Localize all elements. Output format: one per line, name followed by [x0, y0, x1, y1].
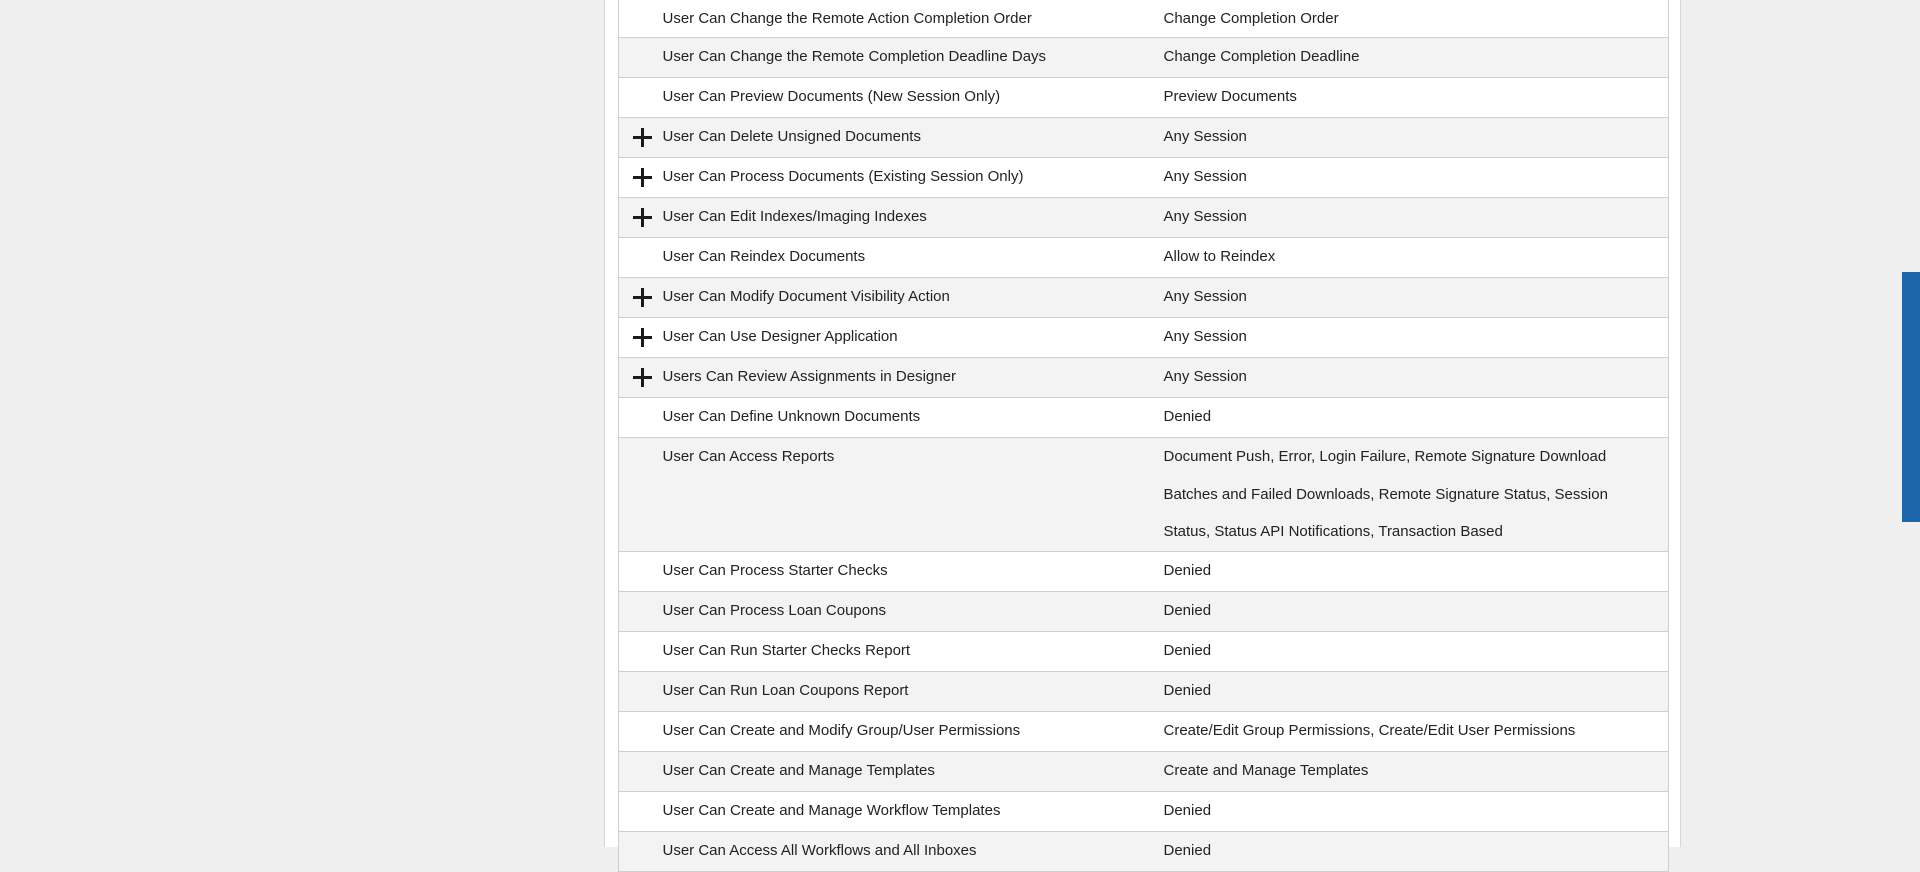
permission-value: Create/Edit Group Permissions, Create/Edit User Permissions — [1164, 712, 1669, 752]
expand-cell — [619, 792, 663, 832]
permission-name: User Can Access All Workflows and All Inboxes — [663, 832, 1164, 872]
permission-name: User Can Create and Manage Templates — [663, 752, 1164, 792]
permission-name: User Can Use Designer Application — [663, 318, 1164, 358]
scrollbar-thumb[interactable] — [1902, 272, 1920, 522]
permission-row — [619, 78, 1669, 118]
permission-row — [619, 238, 1669, 278]
permission-name: User Can Preview Documents (New Session Only) — [663, 78, 1164, 118]
permission-row — [619, 438, 1669, 552]
permission-name: User Can Modify Document Visibility Action — [663, 278, 1164, 318]
permission-row — [619, 552, 1669, 592]
plus-icon[interactable] — [631, 126, 653, 148]
plus-icon[interactable] — [631, 326, 653, 348]
permission-value: Denied — [1164, 398, 1669, 438]
permission-value: Any Session — [1164, 158, 1669, 198]
expand-cell — [619, 118, 663, 158]
expand-cell — [619, 78, 663, 118]
permission-name: User Can Change the Remote Completion Deadline Days — [663, 38, 1164, 78]
permission-value: Denied — [1164, 792, 1669, 832]
permission-row — [619, 318, 1669, 358]
permission-value: Denied — [1164, 832, 1669, 872]
permission-name: User Can Process Documents (Existing Session Only) — [663, 158, 1164, 198]
permission-row — [619, 592, 1669, 632]
permissions-table — [618, 0, 1669, 872]
permission-value: Any Session — [1164, 358, 1669, 398]
permission-row — [619, 832, 1669, 872]
plus-icon[interactable] — [631, 166, 653, 188]
permission-name: Users Can Review Assignments in Designer — [663, 358, 1164, 398]
permission-value: Any Session — [1164, 198, 1669, 238]
expand-cell — [619, 752, 663, 792]
permission-row — [619, 358, 1669, 398]
permission-name: User Can Access Reports — [663, 438, 1164, 552]
permission-value: Any Session — [1164, 118, 1669, 158]
expand-cell — [619, 712, 663, 752]
permission-value: Change Completion Order — [1164, 0, 1669, 38]
expand-cell — [619, 438, 663, 552]
permission-row — [619, 672, 1669, 712]
permission-row — [619, 632, 1669, 672]
permission-name: User Can Process Loan Coupons — [663, 592, 1164, 632]
permission-name: User Can Run Loan Coupons Report — [663, 672, 1164, 712]
expand-cell — [619, 38, 663, 78]
permission-row — [619, 38, 1669, 78]
permission-value: Allow to Reindex — [1164, 238, 1669, 278]
plus-icon[interactable] — [631, 366, 653, 388]
permission-value: Any Session — [1164, 278, 1669, 318]
expand-cell — [619, 632, 663, 672]
plus-icon[interactable] — [631, 206, 653, 228]
permission-row — [619, 198, 1669, 238]
permission-row — [619, 158, 1669, 198]
permission-value: Create and Manage Templates — [1164, 752, 1669, 792]
expand-cell — [619, 238, 663, 278]
permission-row — [619, 398, 1669, 438]
permission-name: User Can Create and Manage Workflow Templates — [663, 792, 1164, 832]
permission-name: User Can Change the Remote Action Completion Order — [663, 0, 1164, 38]
permission-row — [619, 118, 1669, 158]
expand-cell — [619, 318, 663, 358]
permission-value: Denied — [1164, 592, 1669, 632]
permission-name: User Can Define Unknown Documents — [663, 398, 1164, 438]
permission-value: Denied — [1164, 632, 1669, 672]
expand-cell — [619, 278, 663, 318]
expand-cell — [619, 832, 663, 872]
expand-cell — [619, 672, 663, 712]
permission-row — [619, 278, 1669, 318]
permission-row — [619, 752, 1669, 792]
plus-icon[interactable] — [631, 286, 653, 308]
permission-row — [619, 792, 1669, 832]
permission-value: Denied — [1164, 552, 1669, 592]
expand-cell — [619, 0, 663, 38]
expand-cell — [619, 198, 663, 238]
permission-value: Any Session — [1164, 318, 1669, 358]
permission-name: User Can Create and Modify Group/User Permissions — [663, 712, 1164, 752]
permission-row — [619, 0, 1669, 38]
permission-row — [619, 712, 1669, 752]
permission-name: User Can Reindex Documents — [663, 238, 1164, 278]
permission-value — [1164, 438, 1669, 552]
expand-cell — [619, 592, 663, 632]
permission-name: User Can Run Starter Checks Report — [663, 632, 1164, 672]
expand-cell — [619, 358, 663, 398]
permission-name: User Can Process Starter Checks — [663, 552, 1164, 592]
permission-value: Denied — [1164, 672, 1669, 712]
expand-cell — [619, 158, 663, 198]
expand-cell — [619, 552, 663, 592]
permission-name: User Can Edit Indexes/Imaging Indexes — [663, 198, 1164, 238]
permission-name: User Can Delete Unsigned Documents — [663, 118, 1164, 158]
permission-value: Preview Documents — [1164, 78, 1669, 118]
permission-value: Change Completion Deadline — [1164, 38, 1669, 78]
expand-cell — [619, 398, 663, 438]
permission-value-text: Document Push, Error, Login Failure, Remote Signature Download Batches and Failed Downloads, Remote Signature Status, Session Status, Status API Notifications, Transaction Based — [1163, 448, 1608, 540]
